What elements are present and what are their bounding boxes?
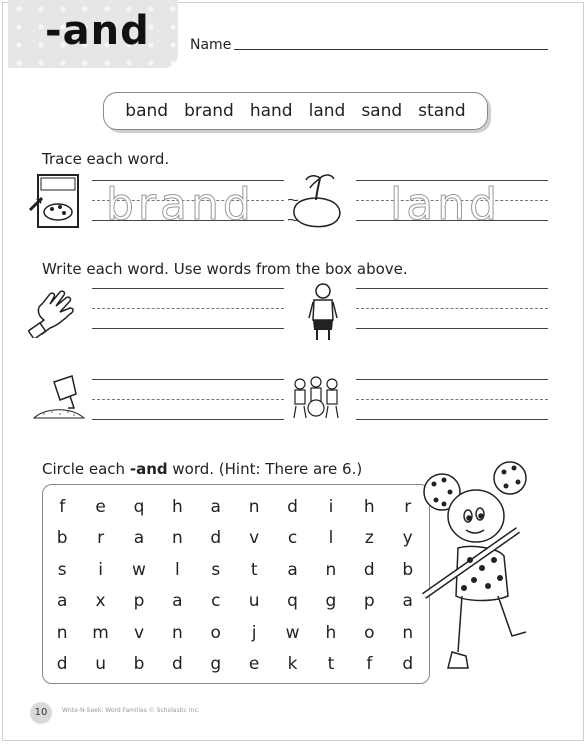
- island-icon: [286, 170, 348, 232]
- grid-letter[interactable]: k: [287, 654, 298, 675]
- hand-icon: [28, 286, 86, 338]
- grid-letter[interactable]: a: [210, 496, 221, 517]
- word-bank-item: band: [125, 101, 169, 121]
- grid-letter[interactable]: d: [287, 496, 298, 517]
- grid-letter[interactable]: w: [132, 559, 146, 580]
- page-title: -and: [45, 8, 150, 54]
- grid-letter[interactable]: x: [95, 591, 106, 612]
- grid-letter[interactable]: n: [171, 622, 183, 643]
- grid-row: [43, 586, 429, 618]
- cereal-box-icon: [28, 172, 84, 230]
- grid-letter[interactable]: v: [249, 528, 260, 549]
- girl-with-pencil-illustration: [418, 456, 534, 686]
- trace-instruction: Trace each word.: [42, 150, 170, 168]
- grid-letter[interactable]: i: [328, 496, 334, 517]
- word-bank-item: hand: [249, 101, 293, 121]
- grid-letter[interactable]: o: [364, 622, 375, 643]
- trace-row-1[interactable]: [92, 179, 284, 230]
- word-bank-item: sand: [361, 101, 403, 121]
- grid-row: [43, 617, 429, 649]
- grid-row: [43, 523, 429, 555]
- grid-letter[interactable]: f: [59, 496, 66, 517]
- word-bank-item: brand: [184, 101, 234, 121]
- grid-letter[interactable]: r: [404, 496, 412, 517]
- grid-letter[interactable]: b: [133, 654, 145, 675]
- write-row-1[interactable]: [92, 288, 284, 330]
- trace-row-2[interactable]: [356, 179, 548, 230]
- grid-letter[interactable]: g: [210, 654, 222, 675]
- grid-letter[interactable]: g: [325, 591, 337, 612]
- grid-letter[interactable]: t: [250, 559, 258, 580]
- grid-letter[interactable]: u: [95, 654, 106, 675]
- grid-letter[interactable]: h: [325, 622, 337, 643]
- grid-letter[interactable]: w: [285, 622, 300, 643]
- grid-letter[interactable]: a: [402, 591, 413, 612]
- grid-letter[interactable]: d: [210, 528, 222, 549]
- grid-letter[interactable]: n: [402, 622, 414, 643]
- grid-letter[interactable]: b: [402, 559, 414, 580]
- grid-letter[interactable]: n: [325, 559, 337, 580]
- word-bank: [103, 92, 488, 130]
- write-row-3[interactable]: [92, 379, 284, 421]
- grid-letter[interactable]: u: [248, 591, 260, 612]
- copyright-credit: Write-N-Seek: Word Families © Scholastic Inc.: [62, 707, 200, 714]
- grid-letter[interactable]: b: [56, 528, 68, 549]
- grid-letter[interactable]: t: [327, 654, 335, 675]
- marching-band-icon: [286, 372, 348, 422]
- grid-letter[interactable]: s: [57, 559, 67, 580]
- grid-letter[interactable]: h: [171, 496, 183, 517]
- word-bank-item: land: [308, 101, 346, 121]
- grid-letter[interactable]: a: [172, 591, 183, 612]
- write-instruction: Write each word. Use words from the box above.: [42, 260, 408, 278]
- grid-letter[interactable]: z: [364, 528, 374, 549]
- grid-letter[interactable]: i: [98, 559, 103, 580]
- grid-letter[interactable]: v: [133, 622, 144, 643]
- letter-grid[interactable]: [43, 491, 429, 680]
- grid-letter[interactable]: q: [287, 591, 298, 612]
- grid-row: [43, 649, 429, 681]
- grid-letter[interactable]: l: [175, 559, 180, 580]
- grid-letter[interactable]: q: [133, 496, 145, 517]
- grid-letter[interactable]: n: [171, 528, 183, 549]
- grid-letter[interactable]: h: [363, 496, 375, 517]
- grid-letter[interactable]: n: [56, 622, 68, 643]
- wordsearch-grid[interactable]: [42, 484, 430, 684]
- grid-letter[interactable]: c: [287, 528, 298, 549]
- word-bank-item: stand: [418, 101, 466, 121]
- grid-letter[interactable]: o: [210, 622, 221, 643]
- grid-letter[interactable]: y: [402, 528, 413, 549]
- grid-row: [43, 554, 429, 586]
- grid-letter[interactable]: e: [95, 496, 106, 517]
- grid-letter[interactable]: e: [248, 654, 260, 675]
- name-label: Name: [190, 37, 232, 53]
- grid-letter[interactable]: j: [251, 622, 257, 643]
- page-number: 10: [30, 702, 52, 724]
- grid-letter[interactable]: m: [92, 622, 109, 643]
- grid-row: [43, 491, 429, 523]
- grid-letter[interactable]: s: [211, 559, 221, 580]
- grid-letter[interactable]: p: [363, 591, 375, 612]
- grid-letter[interactable]: r: [97, 528, 105, 549]
- wordsearch-instruction: Circle each -and word. (Hint: There are 6.): [42, 460, 363, 478]
- grid-letter[interactable]: d: [402, 654, 414, 675]
- grid-letter[interactable]: n: [248, 496, 260, 517]
- grid-letter[interactable]: p: [133, 591, 145, 612]
- name-line: [234, 49, 548, 50]
- grid-letter[interactable]: d: [56, 654, 68, 675]
- sand-bucket-icon: [30, 368, 88, 422]
- write-row-4[interactable]: [356, 379, 548, 421]
- grid-letter[interactable]: d: [363, 559, 375, 580]
- trace-word: brand: [106, 179, 255, 230]
- grid-letter[interactable]: d: [171, 654, 183, 675]
- grid-letter[interactable]: f: [366, 654, 373, 675]
- grid-letter[interactable]: l: [328, 528, 334, 549]
- grid-letter[interactable]: c: [211, 591, 221, 612]
- write-row-2[interactable]: [356, 288, 548, 330]
- grid-letter[interactable]: a: [287, 559, 298, 580]
- grid-letter[interactable]: a: [56, 591, 68, 612]
- trace-word: land: [390, 179, 502, 230]
- grid-letter[interactable]: a: [133, 528, 145, 549]
- standing-boy-icon: [306, 282, 340, 344]
